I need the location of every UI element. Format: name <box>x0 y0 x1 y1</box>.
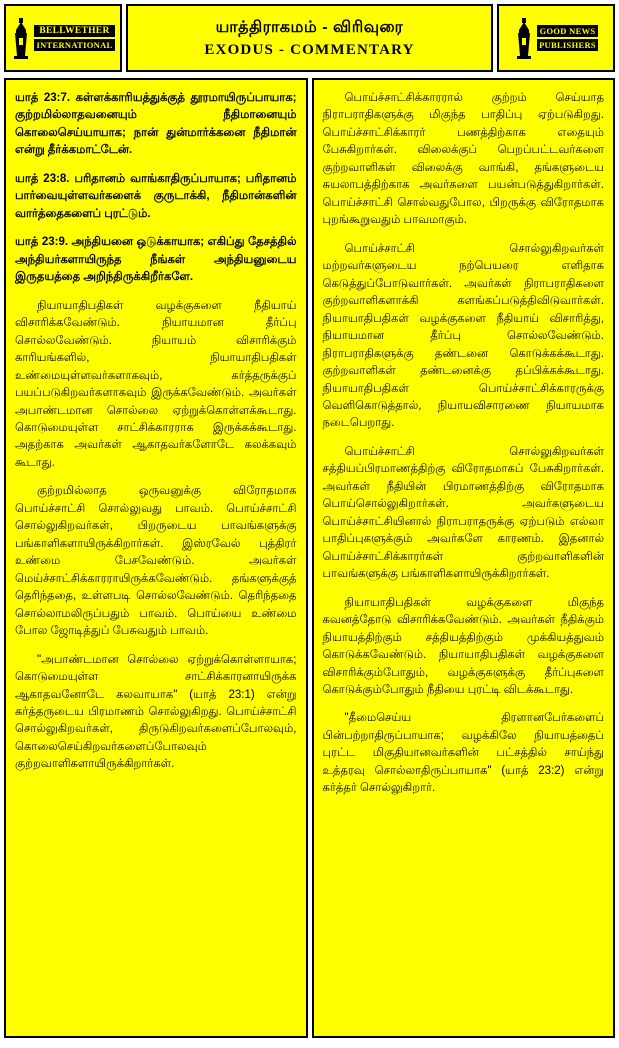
tower-icon <box>514 16 534 60</box>
commentary-paragraph: குற்றமில்லாத ஒருவனுக்கு விரோதமாக பொய்ச்சாட்சி சொல்லுவது பாவம். பொய்ச்சாட்சி சொல்லுகிறவர்கள், பிறருடைய பாவங்களுக்கு பங்காளிகளாயிருக்கிறார்கள். இஸ்ரவேல் புத்திரர் உண்மை பேசவேண்டும். அவர்கள் மெய்ச்சாட்சிக்காரராயிருக்கவேண்டும். தங்களுக்குத் தெரிந்ததை, உள்ளபடி சொல்லவேண்டும். தெரிந்ததை சொல்லாமலிருப்பதும் பாவம். பொய்யை உண்மை போல ஜோடித்துப் பேசுவதும் பாவம். <box>15 485 297 638</box>
logo-line-2: INTERNATIONAL <box>36 40 113 50</box>
page-header <box>4 4 615 72</box>
scripture-verse-23-8: யாத் 23:8. பரிதானம் வாங்காதிருப்பாயாக; பரிதானம் பார்வையுள்ளவர்களைக் குருடாக்கி, நீதிமான்களின் வார்த்தைகளைப் புரட்டும். <box>15 172 297 220</box>
bellwether-international-logo <box>4 4 122 72</box>
logo-line-2: PUBLISHERS <box>539 40 596 50</box>
page-title-english: EXODUS - COMMENTARY <box>204 41 415 58</box>
body-columns <box>4 78 615 1038</box>
commentary-paragraph: நியாயாதிபதிகள் வழக்குகளை மிகுந்த கவனத்தோடு விசாரிக்கவேண்டும். அவர்கள் நீதிக்கும் நியாயத்திற்கும் சத்தியத்திற்கும் முக்கியத்துவம் கொடுக்கவேண்டும். நியாயாதிபதிகள் வழக்குகளை விசாரிக்கும்போதும், வழக்குகளுக்கு தீர்ப்புகளை கொடுக்கும்போதும் நீதியை புரட்டி விடக்கூடாது. <box>322 596 604 696</box>
page-title <box>126 4 493 72</box>
good-news-publishers-logo <box>497 4 615 72</box>
scripture-verse-23-7: யாத் 23:7. கள்ளக்காரியத்துக்குத் தூரமாயிருப்பாயாக; குற்றமில்லாதவனையும் நீதிமானையும் கொலைசெய்யாயாக; நான் துன்மார்க்கனை நீதிமான் என்று தீர்க்கமாட்டேன். <box>15 92 297 157</box>
commentary-paragraph: "அபாண்டமான சொல்லை ஏற்றுக்கொள்ளாயாக; கொடுமையுள்ள சாட்சிக்காரனாயிருக்க ஆகாதவனோடே கலவாயாக" (யாத் 23:1) என்று கர்த்தருடைய பிரமாணம் சொல்லுகிறது. பொய்ச்சாட்சி சொல்லுகிறவர்கள், திருடுகிறவர்களைப்போலவும், கொலைசெய்கிறவர்களைப்போலவும் குற்றவாளிகளாயிருக்கிறார்கள். <box>15 653 297 771</box>
page-title-tamil: யாத்திராகமம் - விரிவுரை <box>215 18 404 36</box>
tower-icon <box>11 16 31 60</box>
scripture-verse-23-9: யாத் 23:9. அந்தியனை ஒடுக்காயாக; எகிப்து தேசத்தில் அந்தியர்களாயிருந்த நீங்கள் அந்தியனுடைய இருதயத்தை அறிந்திருக்கிறீர்களே. <box>15 236 297 284</box>
commentary-paragraph: பொய்ச்சாட்சி சொல்லுகிறவர்கள் சத்தியப்பிரமாணத்திற்கு விரோதமாகப் பேசுகிறார்கள். அவர்கள் நீதியின் பிரமாணத்திற்கு விரோதமாக பொய்சொல்லுகிறார்கள். அவர்களுடைய பொய்ச்சாட்சியினால் நிராபராதருக்கு ஏற்படும் எல்லா பாதிப்புகளுக்கும் அவர்களே காரணம். இதனால் பொய்ச்சாட்சிக்காரர்கள் குற்றவாளிகளின் பாவங்களுக்கு பங்காளிகளாயிருக்கிறார்கள். <box>322 445 604 581</box>
right-column <box>312 78 616 1038</box>
commentary-paragraph: நியாயாதிபதிகள் வழக்குகளை நீதியாய் விசாரிக்கவேண்டும். நியாயமான தீர்ப்பு சொல்லவேண்டும். நியாயம் விசாரிக்கும் காரியங்களில், நியாயாதிபதிகள் உண்மையுள்ளவர்களாகவும், கர்த்தருக்குப் பயப்படுகிறவர்களாகவும் இருக்கவேண்டும். அவர்கள் அபாண்டமான சொல்லை ஏற்றுக்கொள்ளக்கூடாது. கொடுமையுள்ள சாட்சிக்காரராக இருக்கக்கூடாது. அதற்காக அவர்கள் ஆகாதவர்களோடே கலக்கவும் கூடாது. <box>15 299 297 469</box>
logo-line-1: BELLWETHER <box>34 25 114 37</box>
document-page <box>0 4 619 1048</box>
commentary-paragraph: "தீமைசெய்ய திரளானபேர்களைப் பின்பற்றாதிருப்பாயாக; வழக்கிலே நியாயத்தைப் புரட்ட மிகுதியானவர்களின் பட்சத்தில் சாய்ந்து உத்தரவு சொல்லாதிருப்பாயாக" (யாத் 23:2) என்று கர்த்தர் சொல்லுகிறார். <box>322 712 604 795</box>
left-column <box>4 78 308 1038</box>
commentary-paragraph: பொய்ச்சாட்சிக்காரரால் குற்றம் செய்யாத நிராபராதிகளுக்கு மிகுந்த பாதிப்பு ஏற்படுகிறது. பொய்ச்சாட்சிக்காரர் பணத்திற்காக எதையும் பேசுகிறார்கள். விலைக்குப் பெறப்பட்டவர்களை குற்றவாளிகள் விலைக்கு வாங்கி, தங்களுடைய சுயலாபத்திற்காக அவர்களை பயன்படுத்துகிறார்கள். பொய்ச்சாட்சி சொல்வதுபோல, பிறருக்கு விரோதமாக புறங்கூறுவதும் பாவமாகும். <box>322 92 604 227</box>
logo-line-1: GOOD NEWS <box>537 25 598 37</box>
commentary-paragraph: பொய்ச்சாட்சி சொல்லுகிறவர்கள் மற்றவர்களுடைய நற்பெயரை எளிதாக கெடுத்துப்போடுவார்கள். அவர்கள் நிராபராதிகளை குற்றவாளிகளாக்கி களங்கப்படுத்திவிடுவார்கள். நியாயாதிபதிகள் வழக்குகளை நீதியாய் விசாரித்து, நியாயமான தீர்ப்பு சொல்லவேண்டும். நிராபராதிகளுக்கு தண்டனை கொடுக்கக்கூடாது. குற்றவாளிகள் தண்டனைக்கு தப்பிக்கக்கூடாது. நியாயாதிபதிகள் பொய்ச்சாட்சிக்காரருக்கு வெளிகொடுத்தால், நியாயவிசாரணை நியாயமாக நடைபெறாது. <box>322 242 604 430</box>
